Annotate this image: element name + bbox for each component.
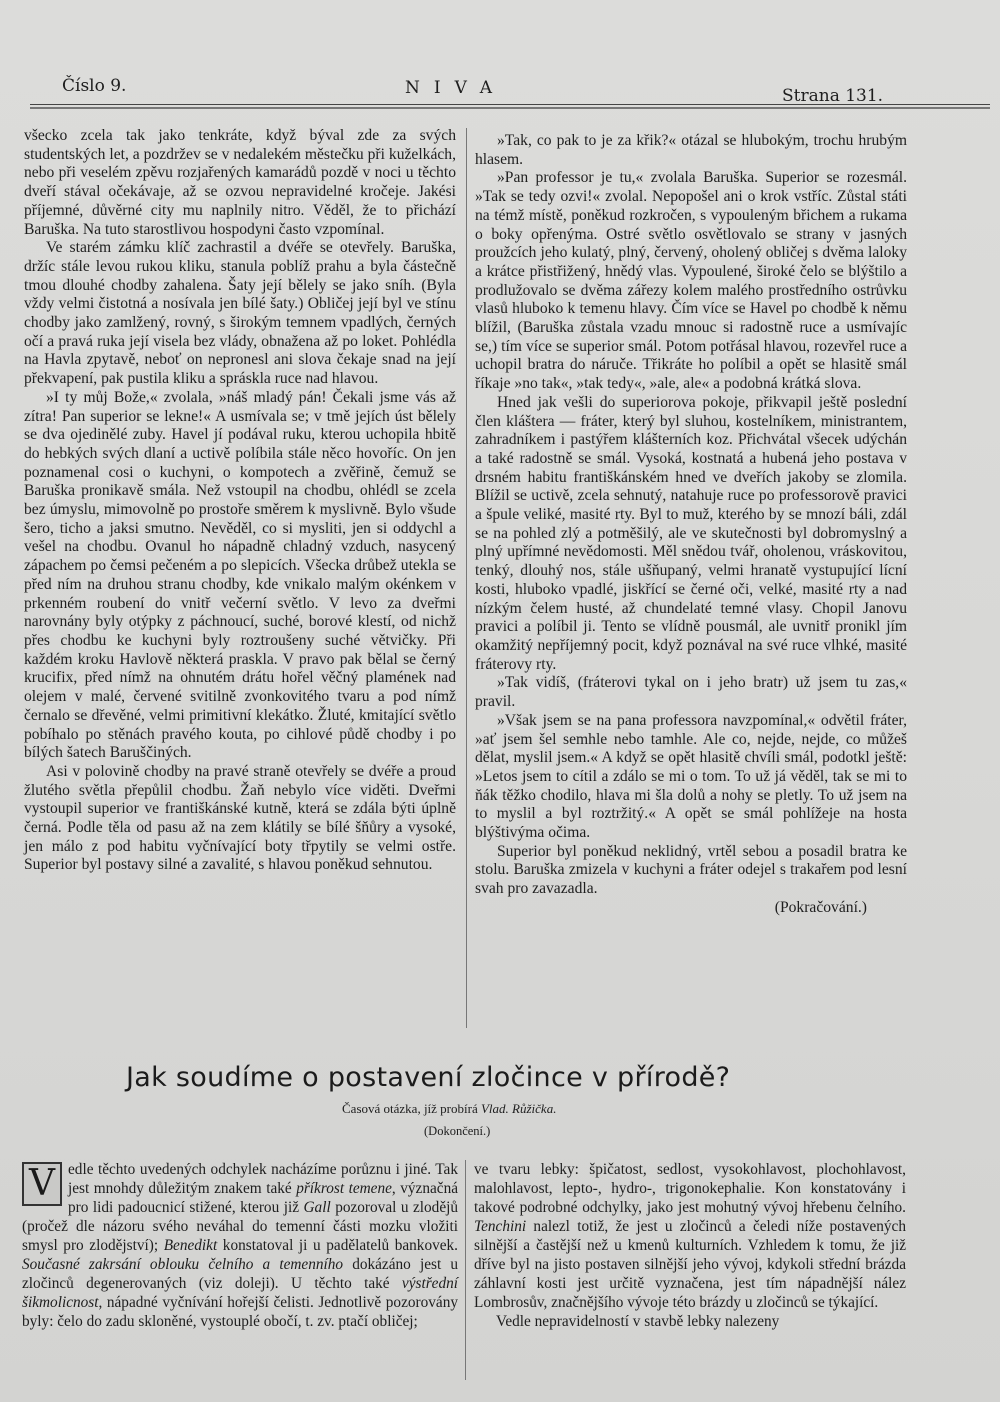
paragraph: »Pan professor je tu,« zvolala Baruška. Superior se rozesmál. »Tak se tedy ozvi!« zvolal. Nepopošel ani o krok vstříc. Zůstal státi na témž místě, poněkud rozkročen, s vypouleným břichem a rukama o boky opřenýma. Ostré světlo osvětlovalo se strany v jasných proužcích jeho kulatý, plný, červený, oholený obličej s dvěma laloky a krátce přistřižený, hnědý vlas. Vypoulené, široké čelo se blýštilo a prodlužovalo se dvěma zářezy kolem malého prostředního ostrůvku vlasů hluboko k temenu hlavy. Čím více se Havel po chodbě k němu blížil, (Baruška zůstala vzadu mnouc si radostně ruce a usmívajíc se,) tím více se superior smál. Potom potřásal hlavou, rozevřel ruce a uchopil bratra do náruče. Třikráte ho políbil a opět se hlasitě smál říkaje »no tak«, »tak tedy«, »ale, ale« a podobná krátká slova. [475,169,907,393]
text-run: pozoroval u zlodějů (pročež dle názoru svého neváhal do temenní části mozku vložiti smysl pro zlodějství); [22,1199,459,1254]
paragraph [22,1160,458,1331]
paragraph: »Však jsem se na pana professora navzpomínal,« odvětil fráter, »ať jsem šel semhle nebo tamhle. Ale co, nejde, nejde, co můžeš dělat, myslil jsem.« A když se opět hlasitě chvíli smál, podotkl ještě: »Letos jsem to cítil a zdálo se mi o tom. To už já věděl, tak se mi to ňák těžko chodilo, hlava mi šla dolů a nohy se pletly. To už jsem na to myslil a byl roztržitý.« A opět se smál pohlížeje na hosta blýštivýma očima. [475,711,907,842]
paragraph: »I ty můj Bože,« zvolala, »náš mladý pán! Čekali jsme vás až zítra! Pan superior se lekne!« A usmívala se; v tmě jejích úst bělely se dva ojedinělé zuby. Havel jí podával ruku, kterou uchopila hbitě do hebkých svých dlaní a uctivě políbila stále něco hovoříc. On jen poznamenal cosi o kuchyni, o kompotech a zvěřině, čemuž se Baruška pronikavě smála. Než vstoupil na chodbu, ohlédl se zcela bez úmyslu, mimovolně po prostoře směrem k myslivně. Bylo všude šero, ticho a jaksi smutno. Nevěděl, co si mysliti, jen si oddychl a vešel na chodbu. Ovanul ho nápadně chladný vzduch, nasycený zápachem po čemsi pečeném a po slepicích. Všecka drůbež utekla se před ním na druhou stranu chodby, kde vnikalo malým okénkem v prkenném roubení do vnitř večerní světlo. V levo za dveřmi narovnány byly otýpky z páchnoucí, suché, borové klestí, od nichž přes chodbu ke kuchyni byly roztroušeny suché větvičky. Při každém kroku Havlově některá praskla. V pravo pak bělal se černý krucifix, před nímž na ohnutém drátu hořel věčný plamének nad olejem v malé, červené svitilně zvonkovitého tvaru a pod nímž černalo se dřevěné, velmi primitivní klekátko. Žluté, kmitající světlo pobíhalo po stěnách pravého kouta, po cihlové půdě chodby i po bílých šatech Baruščiných. [24,388,456,762]
author-name: Vlad. Růžička. [480,1101,557,1116]
paragraph: Superior byl poněkud neklidný, vrtěl sebou a posadil bratra ke stolu. Baruška zmizela v kuchyni a fráter odejel s trakařem pod lesní svah pro zavazadla. [475,842,907,898]
text-run: , nápadné vyčnívání hořejší čelisti. Jednotlivě pozorovány byly: čelo do zadu skloněné, vystouplé obočí, t. zv. ptačí obličej; [22,1294,458,1330]
text-italic: Benedikt [163,1237,218,1254]
text-run: konstatoval ji u padělatelů bankovek. [217,1237,458,1254]
text-run: , význačná pro lidi padoucnicí stižené, kterou již [68,1180,459,1216]
paragraph: Ve starém zámku klíč zachrastil a dvéře se otevřely. Baruška, držíc stále levou rukou kliku, stanula poblíž prahu a byla částečně tmou dlouhé chodby zahalena. Šaty její bělely se jako sníh. (Byla vždy velmi čistotná a nosívala jen bílé šaty.) Obličej její byl ve stínu chodby jako zamlžený, rovný, s širokým temnem vpadlých, černých očí a pravá ruka její visela bez vlády, obnažena až po loket. Pohlédla na Havla zpytavě, neboť on nepronesl ani slova čekaje snad na její překvapení, pak pustila kliku a spráskla ruce nad hlavou. [24,239,456,388]
page-number: Strana 131. [782,86,884,106]
paragraph [474,1160,906,1312]
paragraph: všecko zcela tak jako tenkráte, když býval zde za svých studentských let, a pozdržev se v nedalekém městečku při kuželkách, nebo při veselém zpěvu rozjařených kamarádů pozdě v noci u těchto dveří stával očekávaje, až se ozvou nepravidelné kročeje. Jakési příjemné, důvěrné city mu naplnily nitro. Věděl, že to přichází Baruška. Na tuto starostlivou hospodyni často vzpomínal. [24,127,456,238]
issue-number: Číslo 9. [62,76,127,96]
article-column-left [22,1160,458,1331]
text-italic: Gall [303,1199,331,1216]
paragraph: Asi v polovině chodby na pravé straně otevřely se dvéře a proud žlutého světla přepůlil chodbu. Žaň nebylo více viděti. Dveřmi vystoupil superior ve františkánské kutně, která se zdála býti úplně černá. Podle těla od pasu až na zem klátily se bílé šňůry a vysoké, jen málo z pod habitu vyčnívající boty třpytily se velmi ostře. Superior byl postavy silné a zavalité, s hlavou poněkud sehnutou. [24,762,456,874]
text-italic: Současné zakrsání oblouku čelního a temenního [22,1256,344,1273]
journal-name: NIVA [405,78,506,98]
paragraph: Hned jak vešli do superiorova pokoje, přikvapil ještě poslední člen kláštera — fráter, který byl sluhou, kostelníkem, ministrantem, zahradníkem i pastýřem klášterních koz. Přichvátal všecek udýchán a také radostně se smál. Vysoká, kostnatá a hubená jeho postava v drsném habitu františkánském hned ve dveřích jakoby se zlomila. Blížil se uctivě, zcela sehnutý, natahuje ruce po professorově pravici a špule veliké, masité rty. Byl to muž, kterého by se mnozí báli, zdál se na pohled zlý a potměšilý, ale ve skutečnosti byl dobromyslný a plný upřímné nevědomosti. Měl snědou tvář, oholenou, vráskovitou, tenký, dlouhý nos, stále ušňupaný, velmi hranatě vystupující lícní kosti, hluboko vpadlé, jiskřící se černé oči, velké, masité rty a nad nízkým čelem husté, až chundelaté temné vlasy. Chopil Janovu pravici a políbil ji. Tento se vlídně pousmál, ale uvnitř pronikl jím okamžitý nepříjemný pocit, když poznával na své ruce vlhké, masité fráterovy rty. [475,393,907,673]
paragraph: »Tak, co pak to je za křik?« otázal se hlubokým, trochu hrubým hlasem. [475,132,907,168]
header-rule-thick [30,107,990,109]
text-italic: příkrost temene [296,1180,392,1197]
story-column-left [24,127,456,875]
header-rule [30,104,990,105]
text-run: dokázáno jest u zločinců degenerovaných (viz doleji). U těchto také [22,1256,458,1292]
paragraph: Vedle nepravidelností v stavbě lebky nalezeny [496,1313,780,1330]
paragraph: »Tak vidíš, (fráterovi tykal on i jeho bratr) už jsem tu zas,« pravil. [475,674,907,711]
text-run: edle těchto uvedených odchylek nacházíme porůznu i jiné. Tak jest mnohdy důležitým znakem také [68,1161,458,1197]
to-be-continued: (Pokračování.) [774,898,867,916]
article-title: Jak soudíme o postavení zločince v přírodě? [126,1062,731,1093]
article-continuation: (Dokončení.) [424,1124,491,1138]
text-italic: výstřední šikmolicnost [22,1275,458,1311]
text-italic: Tenchini [474,1218,527,1235]
article-column-right [474,1160,906,1331]
decorated-initial-letter: V [22,1162,62,1206]
text-run: ve tvaru lebky: špičatost, sedlost, vysokohlavost, plochohlavost, malohlavost, lepto-, hydro-, trigonokephalie. Kon konstatovány i takové podrobné odchylky, jako jest mohutný vývoj hřebenu čelního. [474,1161,906,1216]
subtitle-text: Časová otázka, jíž probírá [342,1101,481,1116]
column-divider-bottom [465,1160,466,1380]
text-run: nalezl totiž, že jest u zločinců a čeledi níže postavených silnější a častější než u kmenů kulturních. Vzhledem k tomu, že již dříve byl na jisto postaven silnější jeho vývoj, kdykoli střední brázda záhlavní kosti jest určitě vyznačena, jest tím nápadnější nález Lombrosův, značnějšího vývoje této brázdy u zločinců se týkající. [474,1218,906,1311]
column-divider [466,128,467,1028]
article-subtitle [342,1101,556,1117]
story-column-right [475,132,907,918]
